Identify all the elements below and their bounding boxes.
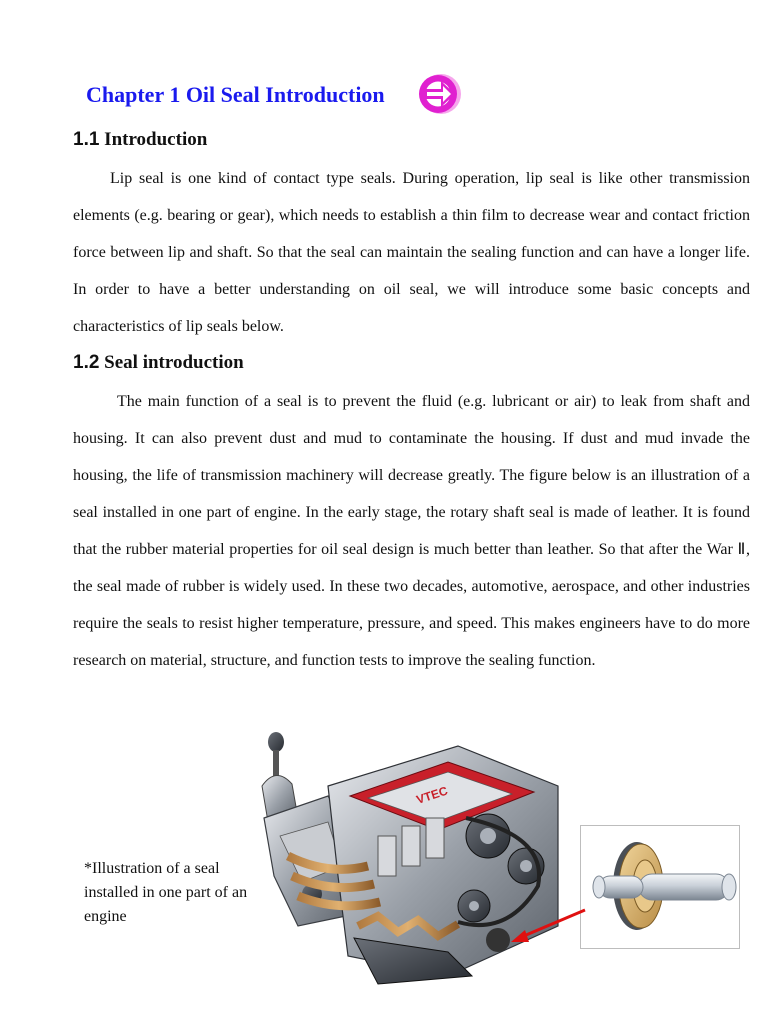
chapter-title: Chapter 1 Oil Seal Introduction [86,82,385,107]
section-title: Seal introduction [104,352,244,373]
section-number: 1.2 [73,352,100,373]
seal-detail-figure [580,825,740,949]
section-number: 1.1 [73,129,100,150]
engine-illustration [258,726,578,990]
section-title: Introduction [104,129,208,150]
red-pointer-arrow [505,900,595,950]
svg-text:VTEC: VTEC [414,783,450,807]
section-heading-introduction [73,129,207,151]
seal-introduction-paragraph: The main function of a seal is to prevent the fluid (e.g. lubricant or air) to leak from shaft and housing. It can also prevent dust and mud to contaminate the housing. If dust and mud invade the housing, the life of transmission machinery will decrease greatly. The figure below is an illustration of a seal installed in one part of engine. In the early stage, the rotary shaft seal is made of leather. It is found that the rubber material properties for oil seal design is much better than leather. So that after the War Ⅱ, the seal made of rubber is widely used. In these two decades, automotive, aerospace, and other industries require the seals to resist higher temperature, pressure, and speed. This makes engineers have to do more research on material, structure, and function tests to improve the sealing function. [73,393,750,669]
oil-seal-icon [581,826,739,948]
arrow-right-circle-icon[interactable] [414,70,464,118]
section-heading-seal-introduction [73,352,244,374]
introduction-paragraph: Lip seal is one kind of contact type seals. During operation, lip seal is like other transmission elements (e.g. bearing or gear), which needs to establish a thin film to decrease wear and contact friction force between lip and shaft. So that the seal can maintain the sealing function and can have a longer life. In order to have a better understanding on oil seal, we will introduce some basic concepts and characteristics of lip seals below. [73,170,750,335]
figure-caption: *Illustration of a seal installed in one part of an engine [84,860,248,925]
